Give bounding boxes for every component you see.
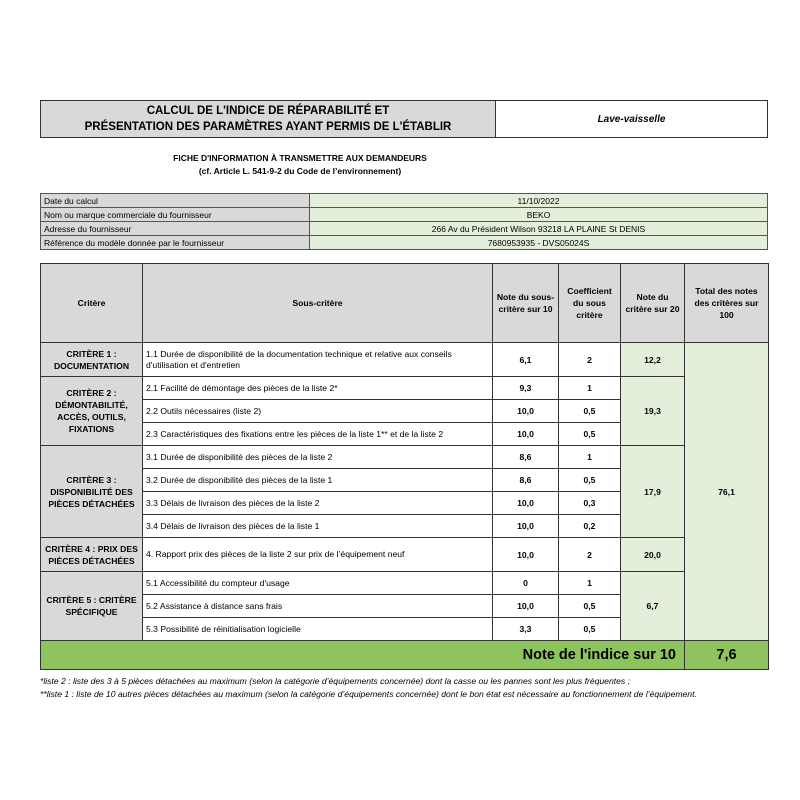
product-category: Lave-vaisselle <box>597 113 666 125</box>
info-value: 266 Av du Président Wilson 93218 LA PLAINE St DENIS <box>310 222 768 236</box>
index-value: 7,6 <box>685 641 769 670</box>
footnotes <box>40 675 770 701</box>
criterion-label: CRITÈRE 4 : PRIX DES PIÈCES DÉTACHÉES <box>41 538 143 572</box>
subcriterion-note: 10,0 <box>493 538 559 572</box>
info-label: Adresse du fournisseur <box>41 222 310 236</box>
subcriterion-note: 10,0 <box>493 492 559 515</box>
subcriterion-text: 3.2 Durée de disponibilité des pièces de la liste 1 <box>143 469 493 492</box>
subcriterion-note: 10,0 <box>493 423 559 446</box>
total-score: 76,1 <box>685 343 769 641</box>
header-title <box>41 101 496 137</box>
subcriterion-coef: 0,5 <box>559 469 621 492</box>
criterion-note: 12,2 <box>621 343 685 377</box>
header-total: Total des notes des critères sur 100 <box>685 264 769 343</box>
subcriterion-coef: 1 <box>559 572 621 595</box>
subcriterion-text: 1.1 Durée de disponibilité de la documentation technique et relative aux conseils d'utilisation et d'entretien <box>143 343 493 377</box>
table-row <box>41 343 769 377</box>
footnote-liste-1: **liste 1 : liste de 10 autres pièces détachées au maximum (selon la catégorie d’équipements concernée) dont le bon état est nécessaire au fonctionnement de l’équipement. <box>40 689 697 699</box>
subcriterion-note: 3,3 <box>493 618 559 641</box>
info-value: BEKO <box>310 208 768 222</box>
subcriterion-note: 8,6 <box>493 469 559 492</box>
subcriterion-coef: 1 <box>559 377 621 400</box>
subtitle-line1: FICHE D'INFORMATION À TRANSMETTRE AUX DEMANDEURS <box>173 153 427 163</box>
criterion-note: 6,7 <box>621 572 685 641</box>
subcriterion-coef: 0,5 <box>559 618 621 641</box>
subtitle-line2: (cf. Article L. 541-9-2 du Code de l’environnement) <box>198 166 402 176</box>
header-note-sous-critere: Note du sous-critère sur 10 <box>493 264 559 343</box>
header-critere: Critère <box>41 264 143 343</box>
subcriterion-note: 10,0 <box>493 515 559 538</box>
info-row <box>41 222 768 236</box>
criterion-label: CRITÈRE 1 : DOCUMENTATION <box>41 343 143 377</box>
table-row <box>41 377 769 400</box>
index-label: Note de l'indice sur 10 <box>41 641 685 670</box>
criterion-label: CRITÈRE 5 : CRITÈRE SPÉCIFIQUE <box>41 572 143 641</box>
header-title-line2: PRÉSENTATION DES PARAMÈTRES AYANT PERMIS DE L'ÉTABLIR <box>84 121 452 133</box>
info-row <box>41 236 768 250</box>
info-label: Date du calcul <box>41 194 310 208</box>
subcriterion-text: 5.2 Assistance à distance sans frais <box>143 595 493 618</box>
subcriterion-note: 6,1 <box>493 343 559 377</box>
subcriterion-coef: 2 <box>559 538 621 572</box>
table-header-row <box>41 264 769 343</box>
subcriterion-text: 2.1 Facilité de démontage des pièces de la liste 2* <box>143 377 493 400</box>
subcriterion-text: 3.1 Durée de disponibilité des pièces de la liste 2 <box>143 446 493 469</box>
header-box <box>40 100 768 138</box>
subcriterion-coef: 0,3 <box>559 492 621 515</box>
subcriterion-coef: 0,5 <box>559 595 621 618</box>
subcriterion-note: 10,0 <box>493 595 559 618</box>
supplier-info-table <box>40 193 768 250</box>
criterion-note: 20,0 <box>621 538 685 572</box>
info-value: 11/10/2022 <box>310 194 768 208</box>
table-row <box>41 572 769 595</box>
header-coefficient: Coefficient du sous critère <box>559 264 621 343</box>
subcriterion-text: 4. Rapport prix des pièces de la liste 2 sur prix de l’équipement neuf <box>143 538 493 572</box>
criterion-label: CRITÈRE 3 : DISPONIBILITÉ DES PIÈCES DÉTACHÉES <box>41 446 143 538</box>
subcriterion-text: 3.4 Délais de livraison des pièces de la liste 1 <box>143 515 493 538</box>
subcriterion-text: 3.3 Délais de livraison des pièces de la liste 2 <box>143 492 493 515</box>
subcriterion-text: 2.2 Outils nécessaires (liste 2) <box>143 400 493 423</box>
subcriterion-note: 0 <box>493 572 559 595</box>
header-sous-critere: Sous-critère <box>143 264 493 343</box>
index-footer-row <box>41 641 769 670</box>
info-label: Nom ou marque commerciale du fournisseur <box>41 208 310 222</box>
subtitle <box>40 152 560 178</box>
subcriterion-coef: 0,5 <box>559 423 621 446</box>
table-row <box>41 538 769 572</box>
footnote-liste-2: *liste 2 : liste des 3 à 5 pièces détachées au maximum (selon la catégorie d’équipements concernée) dont la casse ou les pannes sont les plus fréquentes ; <box>40 676 630 686</box>
subcriterion-text: 5.3 Possibilité de réinitialisation logicielle <box>143 618 493 641</box>
table-row <box>41 446 769 469</box>
info-row <box>41 194 768 208</box>
subcriterion-text: 5.1 Accessibilité du compteur d'usage <box>143 572 493 595</box>
criterion-note: 17,9 <box>621 446 685 538</box>
info-row <box>41 208 768 222</box>
repairability-table <box>40 263 769 670</box>
subcriterion-coef: 0,2 <box>559 515 621 538</box>
subcriterion-note: 9,3 <box>493 377 559 400</box>
header-note-critere: Note du critère sur 20 <box>621 264 685 343</box>
info-value: 7680953935 - DVS05024S <box>310 236 768 250</box>
subcriterion-coef: 0,5 <box>559 400 621 423</box>
subcriterion-text: 2.3 Caractéristiques des fixations entre les pièces de la liste 1** et de la liste 2 <box>143 423 493 446</box>
criterion-label: CRITÈRE 2 : DÉMONTABILITÉ, ACCÈS, OUTILS, FIXATIONS <box>41 377 143 446</box>
info-label: Référence du modèle donnée par le fournisseur <box>41 236 310 250</box>
subcriterion-coef: 2 <box>559 343 621 377</box>
criterion-note: 19,3 <box>621 377 685 446</box>
subcriterion-note: 8,6 <box>493 446 559 469</box>
subcriterion-note: 10,0 <box>493 400 559 423</box>
header-title-line1: CALCUL DE L'INDICE DE RÉPARABILITÉ ET <box>146 105 390 117</box>
subcriterion-coef: 1 <box>559 446 621 469</box>
